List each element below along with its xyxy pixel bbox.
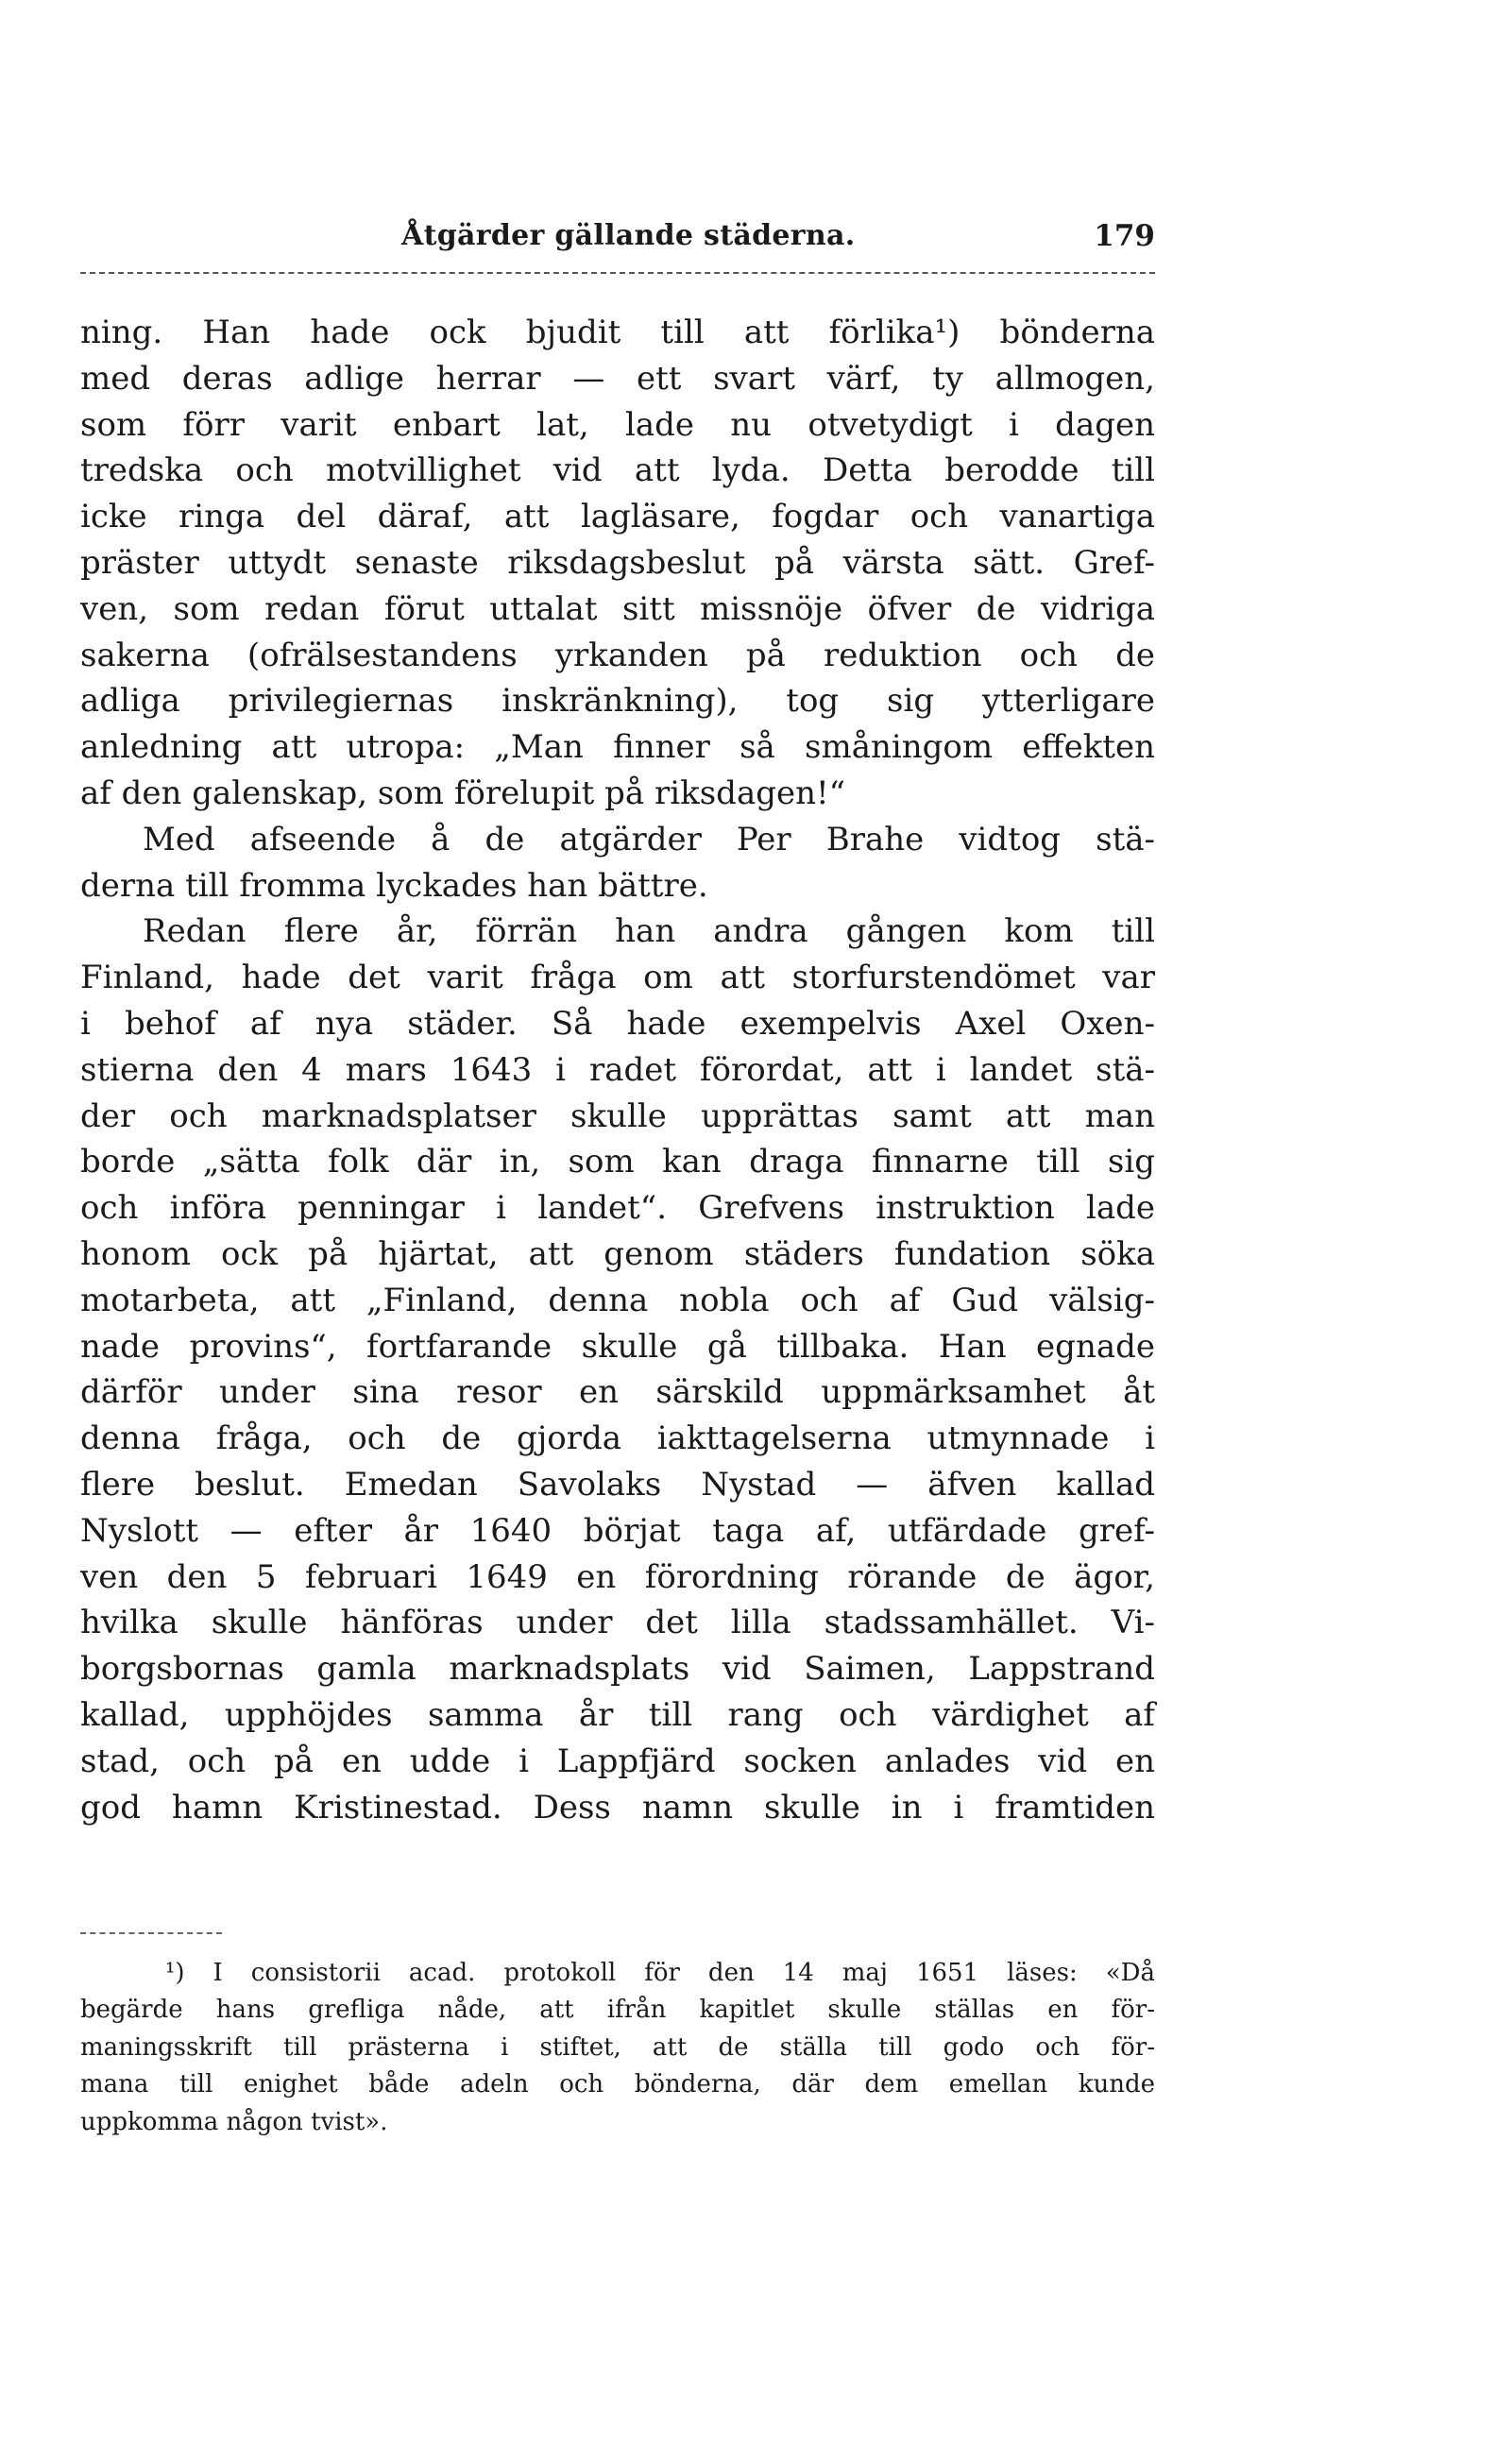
body-line: nade provins“, fortfarande skulle gå tillbaka. Han egnade xyxy=(80,1327,1155,1366)
body-line: god hamn Kristinestad. Dess namn skulle in i framtiden xyxy=(80,1788,1155,1827)
body-line: Finland, hade det varit fråga om att storfurstendömet var xyxy=(80,959,1155,997)
body-line: ven den 5 februari 1649 en förordning rörande de ägor, xyxy=(80,1557,1155,1596)
body-line: i behof af nya städer. Så hade exempelvis Axel Oxen- xyxy=(80,1004,1155,1043)
body-line: denna fråga, och de gjorda iakttagelserna utmynnade i xyxy=(80,1419,1155,1458)
body-line: ven, som redan förut uttalat sitt missnöje öfver de vidriga xyxy=(80,589,1155,628)
running-head xyxy=(80,219,1155,266)
footnote-line: mana till enighet både adeln och bönderna, där dem emellan kunde xyxy=(80,2070,1155,2099)
footnotes xyxy=(80,1955,1155,2141)
body-line: af den galenskap, som förelupit på riksdagen!“ xyxy=(80,773,846,812)
body-line: med deras adlige herrar — ett svart värf, ty allmogen, xyxy=(80,359,1155,398)
body-line: Med afseende å de atgärder Per Brahe vidtog stä- xyxy=(143,820,1155,858)
footnote-line: maningsskrift till prästerna i stiftet, att de ställa till godo och för- xyxy=(80,2032,1155,2062)
body-line: stierna den 4 mars 1643 i radet förordat, att i landet stä- xyxy=(80,1050,1155,1089)
body-line: honom ock på hjärtat, att genom städers fundation söka xyxy=(80,1234,1155,1273)
body-line: anledning att utropa: „Man finner så småningom effekten xyxy=(80,728,1155,767)
body-line: kallad, upphöjdes samma år till rang och värdighet af xyxy=(80,1695,1155,1734)
footnote-line: uppkomma någon tvist». xyxy=(80,2107,388,2136)
running-title: Åtgärder gällande städerna. xyxy=(401,219,856,252)
body-line: präster uttydt senaste riksdagsbeslut på värsta sätt. Gref- xyxy=(80,543,1155,582)
page-number: 179 xyxy=(1094,219,1155,253)
body-line: ning. Han hade ock bjudit till att förlika¹) bönderna xyxy=(80,314,1155,351)
body-line: därför under sina resor en särskild uppmärksamhet åt xyxy=(80,1373,1155,1412)
body-line: flere beslut. Emedan Savolaks Nystad — äfven kallad xyxy=(80,1465,1155,1504)
body-line: Nyslott — efter år 1640 börjat taga af, utfärdade gref- xyxy=(80,1511,1155,1550)
body-line: borgsbornas gamla marknadsplats vid Saimen, Lappstrand xyxy=(80,1650,1155,1689)
body-line: tredska och motvillighet vid att lyda. Detta berodde till xyxy=(80,451,1155,490)
body-line: borde „sätta folk där in, som kan draga finnarne till sig xyxy=(80,1143,1155,1181)
body-line: icke ringa del däraf, att lagläsare, fogdar och vanartiga xyxy=(80,498,1155,536)
body-line: hvilka skulle hänföras under det lilla stadssamhället. Vi- xyxy=(80,1604,1155,1642)
body-line: Redan flere år, förrän han andra gången kom till xyxy=(143,912,1155,951)
body-line: och införa penningar i landet“. Grefvens instruktion lade xyxy=(80,1189,1155,1228)
body-text xyxy=(80,310,1155,1830)
body-line: stad, och på en udde i Lappfjärd socken anlades vid en xyxy=(80,1742,1155,1780)
body-line: adliga privilegiernas inskränkning), tog sig ytterligare xyxy=(80,682,1155,721)
footnote-line: begärde hans grefliga nåde, att ifrån kapitlet skulle ställas en för- xyxy=(80,1996,1155,2025)
body-line: motarbeta, att „Finland, denna nobla och af Gud välsig- xyxy=(80,1281,1155,1319)
header-rule xyxy=(80,272,1155,274)
footnote-line: ¹) I consistorii acad. protokoll för den 14 maj 1651 läses: «Då xyxy=(165,1959,1155,1987)
body-line: der och marknadsplatser skulle upprättas samt att man xyxy=(80,1096,1155,1135)
body-line: som förr varit enbart lat, lade nu otvetydigt i dagen xyxy=(80,405,1155,444)
body-line: sakerna (ofrälsestandens yrkanden på reduktion och de xyxy=(80,636,1155,674)
body-line: derna till fromma lyckades han bättre. xyxy=(80,866,708,905)
footnote-rule xyxy=(80,1932,222,1934)
